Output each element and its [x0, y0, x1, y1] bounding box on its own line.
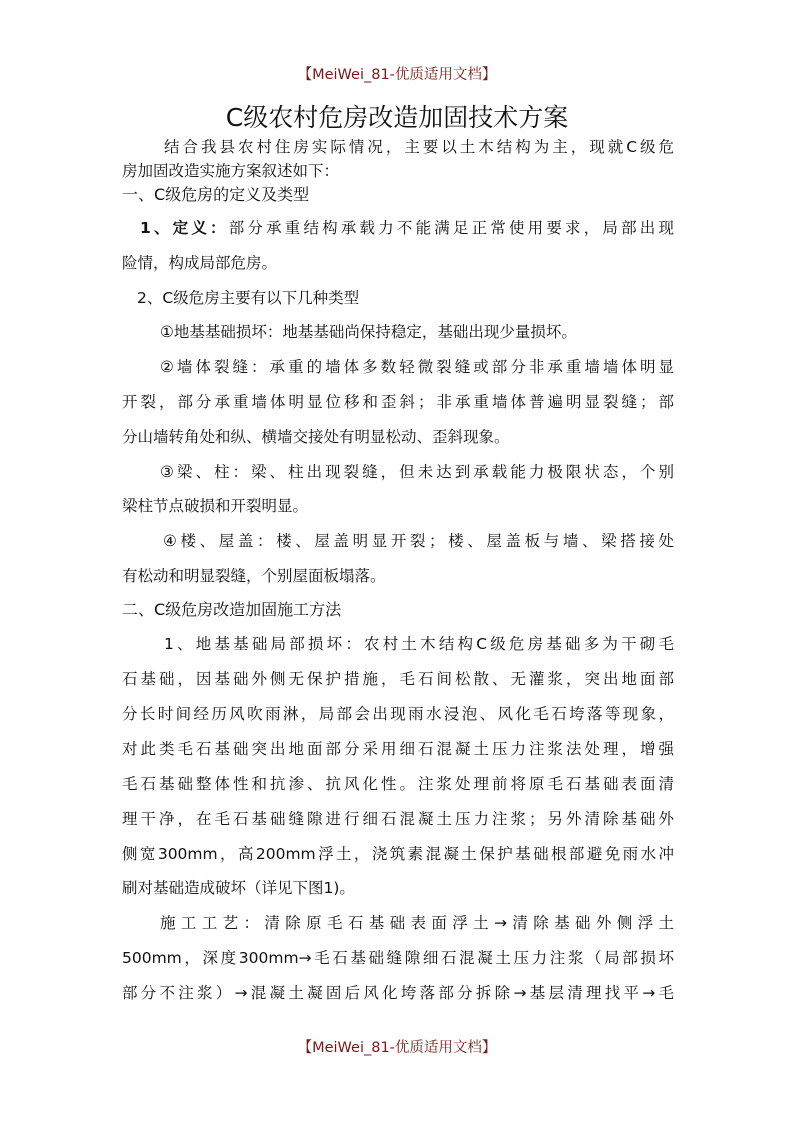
definition-text: 部分承重结构承载力不能满足正常使用要求，局部出现: [228, 219, 674, 237]
body-line: 刷对基础造成破坏（详见下图1)。: [122, 879, 355, 897]
type-item: 有松动和明显裂缝，个别屋面板塌落。: [122, 567, 386, 585]
page-header: 【MeiWei_81-优质适用文档】: [297, 67, 497, 83]
body-line: 施工工艺：清除原毛石基础表面浮土→清除基础外侧浮土: [160, 914, 674, 932]
intro-line: 房加固改造实施方案叙述如下：: [122, 162, 340, 180]
section-heading: 一、C级危房的定义及类型: [122, 185, 310, 204]
body-line: 1、地基基础局部损坏：农村土木结构C级危房基础多为干砌毛: [164, 635, 674, 653]
body-line: 对此类毛石基础突出地面部分采用细石混凝土压力注浆法处理，增强: [122, 740, 674, 758]
body-line: 石基础，因基础外侧无保护措施，毛石间松散、无灌浆，突出地面部: [122, 670, 674, 688]
body-line: 理干净，在毛石基础缝隙进行细石混凝土压力注浆；另外清除基础外: [122, 810, 674, 828]
type-item: 梁柱节点破损和开裂明显。: [122, 497, 309, 515]
body-line: 毛石基础整体性和抗渗、抗风化性。注浆处理前将原毛石基础表面清: [122, 775, 674, 793]
body-line: 侧宽300mm，高200mm浮土，浇筑素混凝土保护基础根部避免雨水冲: [122, 845, 674, 863]
definition-label: 1、定义：: [140, 219, 229, 237]
type-item: 开裂，部分承重墙体明显位移和歪斜；非承重墙体普遍明显裂缝；部: [122, 393, 674, 411]
type-item: ③梁、柱：梁、柱出现裂缝，但未达到承载能力极限状态，个别: [160, 463, 674, 481]
section-heading: 二、C级危房改造加固施工方法: [122, 600, 342, 619]
page-footer: 【MeiWei_81-优质适用文档】: [297, 1040, 497, 1056]
subsection-heading: 2、C级危房主要有以下几种类型: [137, 289, 360, 307]
definition-line: 险情，构成局部危房。: [122, 254, 278, 272]
type-item: ②墙体裂缝：承重的墙体多数轻微裂缝或部分非承重墙墙体明显: [160, 358, 674, 376]
definition-line: [140, 218, 674, 238]
body-line: 500mm，深度300mm→毛石基础缝隙细石混凝土压力注浆（局部损坏: [122, 949, 674, 967]
body-line: 部分不注浆）→混凝土凝固后风化垮落部分拆除→基层清理找平→毛: [122, 984, 674, 1002]
body-line: 分长时间经历风吹雨淋，局部会出现雨水浸泡、风化毛石垮落等现象，: [122, 705, 674, 723]
intro-line: 结合我县农村住房实际情况，主要以土木结构为主，现就C级危: [164, 138, 674, 156]
type-item: 分山墙转角处和纵、横墙交接处有明显松动、歪斜现象。: [122, 428, 510, 446]
type-item: ①地基基础损坏：地基基础尚保持稳定，基础出现少量损坏。: [160, 323, 577, 341]
document-title: C级农村危房改造加固技术方案: [225, 103, 569, 132]
type-item: ④楼、屋盖：楼、屋盖明显开裂；楼、屋盖板与墙、梁搭接处: [163, 532, 674, 550]
